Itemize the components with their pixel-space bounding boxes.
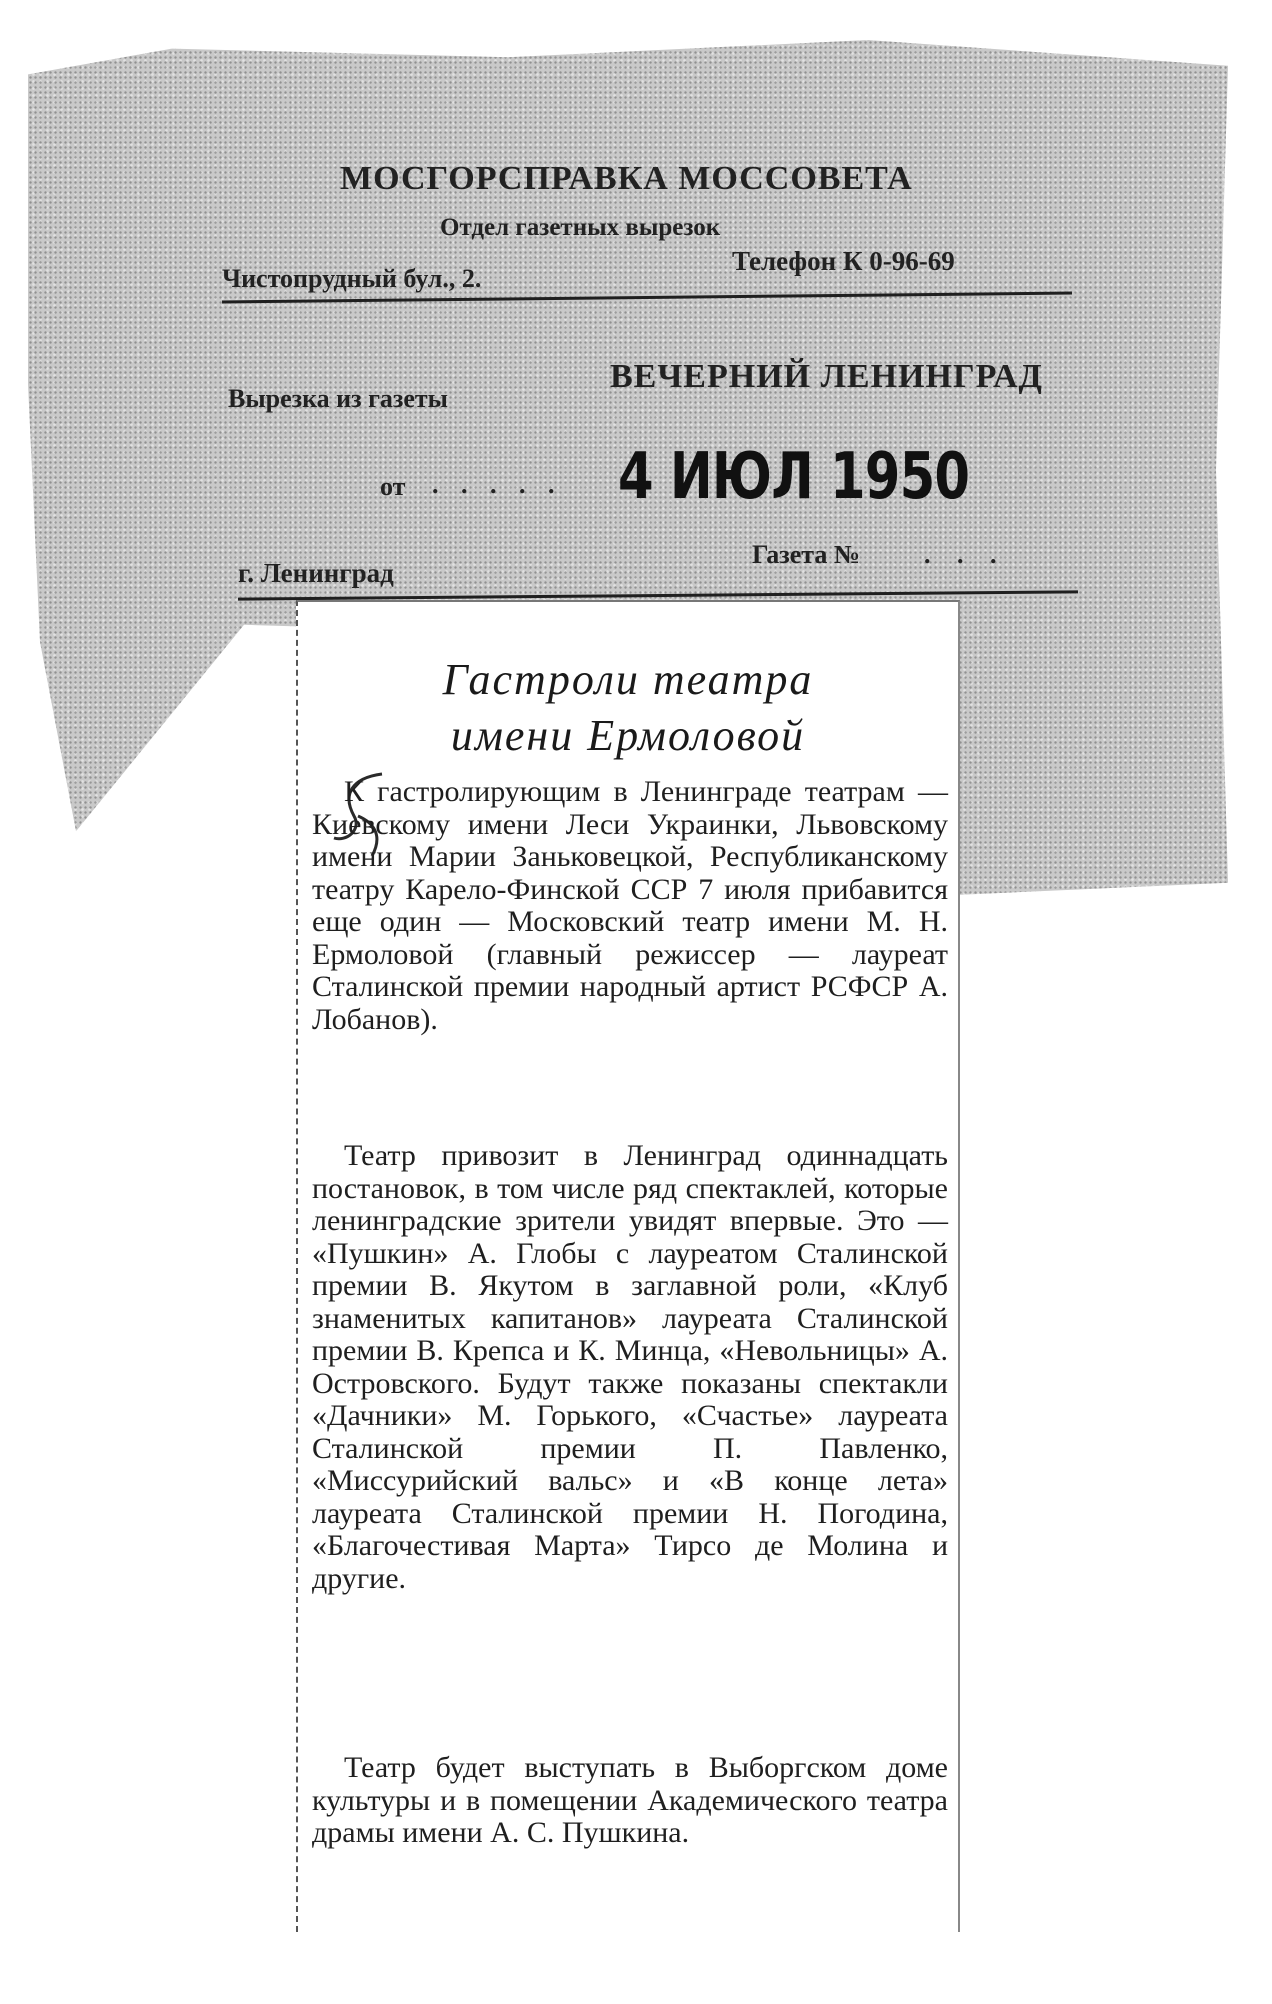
article-paragraph: Театр будет выступать в Выборгском доме культуры и в помещении Академического театра драмы имени А. С. Пушкина.	[312, 1751, 948, 1849]
paper-number-label: Газета №	[752, 540, 860, 569]
bureau-phone: Телефон К 0-96-69	[732, 246, 955, 276]
organization-name: МОСГОРСПРАВКА МОССОВЕТА	[340, 160, 913, 197]
article-paragraph: Театр привозит в Ленинград одиннадцать постановок, в том числе ряд спектаклей, которые ленинградские зрители увидят впервые. Это — «Пушкин» А. Глобы с лауреатом Сталинской премии В. Якутом в заглавной роли, «Клуб знаменитых капитанов» лауреата Сталинской премии В. Крепса и К. Минца, «Невольницы» А. Островского. Будут также показаны спектакли «Дачники» М. Горького, «Счастье» лауреата Сталинской премии П. Павленко, «Миссурийский вальс» и «В конце лета» лауреата Сталинской премии Н. Погодина, «Благочестивая Марта» Тирсо де Молина и другие.	[312, 1139, 948, 1595]
department-name: Отдел газетных вырезок	[440, 214, 721, 241]
article-title-line-1: Гастроли театра	[442, 655, 814, 704]
date-stamp: 4 ИЮЛ 1950	[618, 440, 970, 514]
city-label: г. Ленинград	[238, 558, 394, 588]
date-dots: . . . . .	[432, 470, 563, 499]
bureau-address: Чистопрудный бул., 2.	[222, 264, 482, 293]
newspaper-name: ВЕЧЕРНИЙ ЛЕНИНГРАД	[610, 358, 1043, 395]
clip-source-label: Вырезка из газеты	[228, 384, 448, 413]
paper-number-dots: . . .	[924, 540, 1007, 569]
newspaper-article-clipping	[296, 600, 960, 1932]
article-title-line-2: имени Ермоловой	[450, 711, 806, 760]
article-paragraph: К гастролирующим в Ленинграде театрам — Киевскому имени Леси Украинки, Львовскому имени Марии Заньковецкой, Республиканскому театру Карело-Финской ССР 7 июля прибавится еще один — Московский театр имени М. Н. Ермоловой (главный режиссер — лауреат Сталинской премии народный артист РСФСР А. Лобанов).	[312, 775, 948, 1036]
date-label: от	[380, 472, 406, 501]
